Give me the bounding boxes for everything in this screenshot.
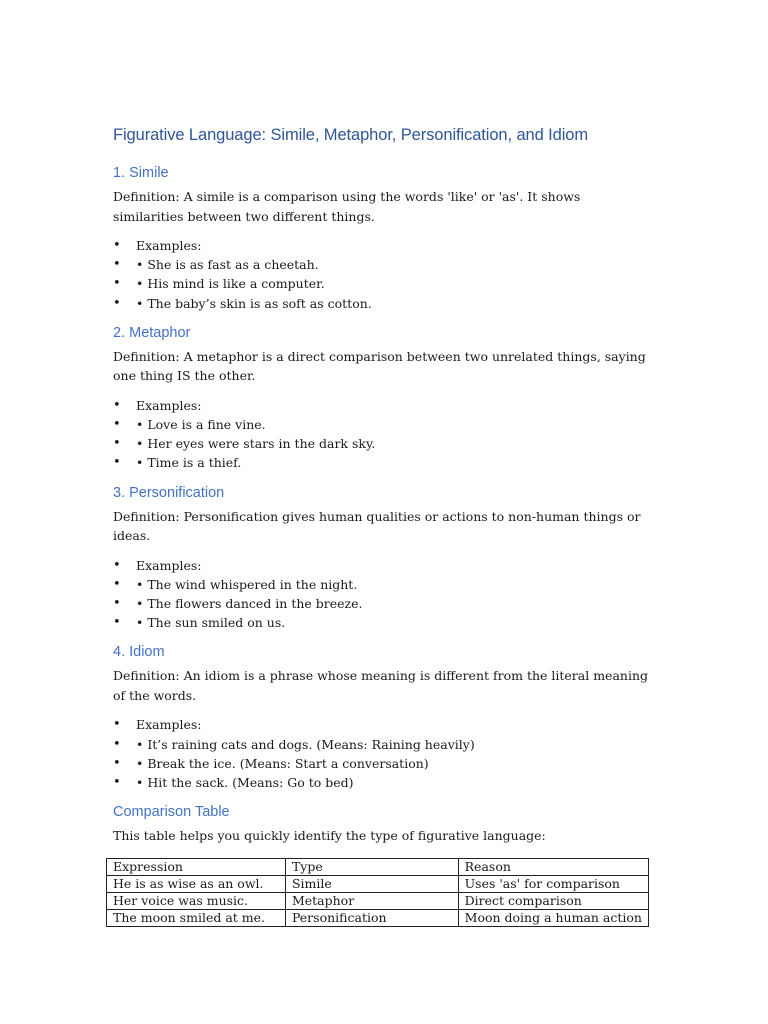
list-item: • Examples:: [113, 236, 648, 255]
bullet-icon: •: [113, 736, 121, 752]
bullet-icon: •: [113, 238, 121, 253]
section-heading: 1. Simile: [113, 165, 169, 181]
table-cell: Personification: [285, 909, 458, 926]
list-item: • • Break the ice. (Means: Start a conversation): [113, 754, 648, 773]
table-header-cell: Expression: [107, 858, 286, 875]
page-title: Figurative Language: Simile, Metaphor, Personification, and Idiom: [113, 126, 589, 144]
table-cell: Her voice was music.: [107, 892, 286, 909]
bullet-icon: •: [113, 276, 121, 292]
section-definition: Definition: A simile is a comparison using the words 'like' or 'as'. It shows similarities between two different things.: [113, 189, 581, 224]
bullet-icon: •: [113, 775, 121, 791]
section-personification: [113, 483, 648, 633]
bullet-icon: •: [113, 257, 121, 273]
table-cell: Moon doing a human action: [458, 909, 648, 926]
list-item: • • It’s raining cats and dogs. (Means: Raining heavily): [113, 735, 648, 754]
section-heading: 2. Metaphor: [113, 324, 191, 341]
list-item: • • His mind is like a computer.: [113, 274, 648, 293]
list-item: • • The sun smiled on us.: [113, 613, 648, 632]
section-heading: 3. Personification: [113, 484, 225, 501]
table-header-row: [107, 858, 649, 875]
section-heading: 4. Idiom: [113, 644, 165, 661]
list-item: • Examples:: [113, 556, 648, 575]
examples-list: [113, 715, 648, 792]
examples-list: [113, 556, 648, 633]
section-definition: Definition: Personification gives human qualities or actions to non-human things or ideas.: [113, 508, 641, 544]
table-row: [107, 892, 649, 909]
table-row: [107, 909, 649, 926]
bullet-icon: •: [113, 417, 121, 433]
list-item: • • Love is a fine vine.: [113, 415, 648, 434]
list-item: • Examples:: [113, 396, 648, 415]
bullet-icon: •: [113, 557, 121, 573]
section-idiom: [113, 642, 648, 792]
table-cell: Direct comparison: [458, 892, 648, 909]
list-item: • • Time is a thief.: [113, 453, 648, 472]
list-item: • • Her eyes were stars in the dark sky.: [113, 434, 648, 453]
bullet-icon: •: [113, 717, 121, 733]
section-simile: [113, 163, 648, 313]
bullet-icon: •: [113, 576, 121, 592]
table-header-cell: Type: [285, 858, 458, 875]
table-cell: The moon smiled at me.: [107, 909, 286, 926]
comparison-intro: This table helps you quickly identify the type of figurative language:: [113, 828, 546, 844]
bullet-icon: •: [113, 596, 121, 612]
table-row: [107, 875, 649, 892]
comparison-table: [106, 858, 649, 927]
list-item: • • The flowers danced in the breeze.: [113, 594, 648, 613]
list-item: • • The wind whispered in the night.: [113, 575, 648, 594]
table-cell: He is as wise as an owl.: [107, 875, 286, 892]
bullet-icon: •: [113, 436, 121, 452]
section-comparison: [113, 802, 648, 927]
table-cell: Uses 'as' for comparison: [458, 875, 648, 892]
examples-list: [113, 236, 648, 313]
section-metaphor: [113, 323, 648, 473]
list-item: • • Hit the sack. (Means: Go to bed): [113, 773, 648, 792]
bullet-icon: •: [113, 755, 121, 771]
bullet-icon: •: [113, 615, 121, 631]
examples-list: [113, 396, 648, 473]
list-item: • Examples:: [113, 715, 648, 734]
section-heading: Comparison Table: [113, 804, 230, 821]
bullet-icon: •: [113, 397, 121, 413]
section-definition: Definition: A metaphor is a direct comparison between two unrelated things, saying one thing IS the other.: [113, 348, 646, 384]
list-item: • • She is as fast as a cheetah.: [113, 255, 648, 274]
table-cell: Metaphor: [285, 892, 458, 909]
table-header-cell: Reason: [458, 858, 648, 875]
section-definition: Definition: An idiom is a phrase whose meaning is different from the literal meaning of the words.: [113, 668, 649, 703]
table-cell: Simile: [285, 875, 458, 892]
bullet-icon: •: [113, 455, 121, 471]
bullet-icon: •: [113, 295, 121, 311]
list-item: • • The baby’s skin is as soft as cotton.: [113, 294, 648, 313]
